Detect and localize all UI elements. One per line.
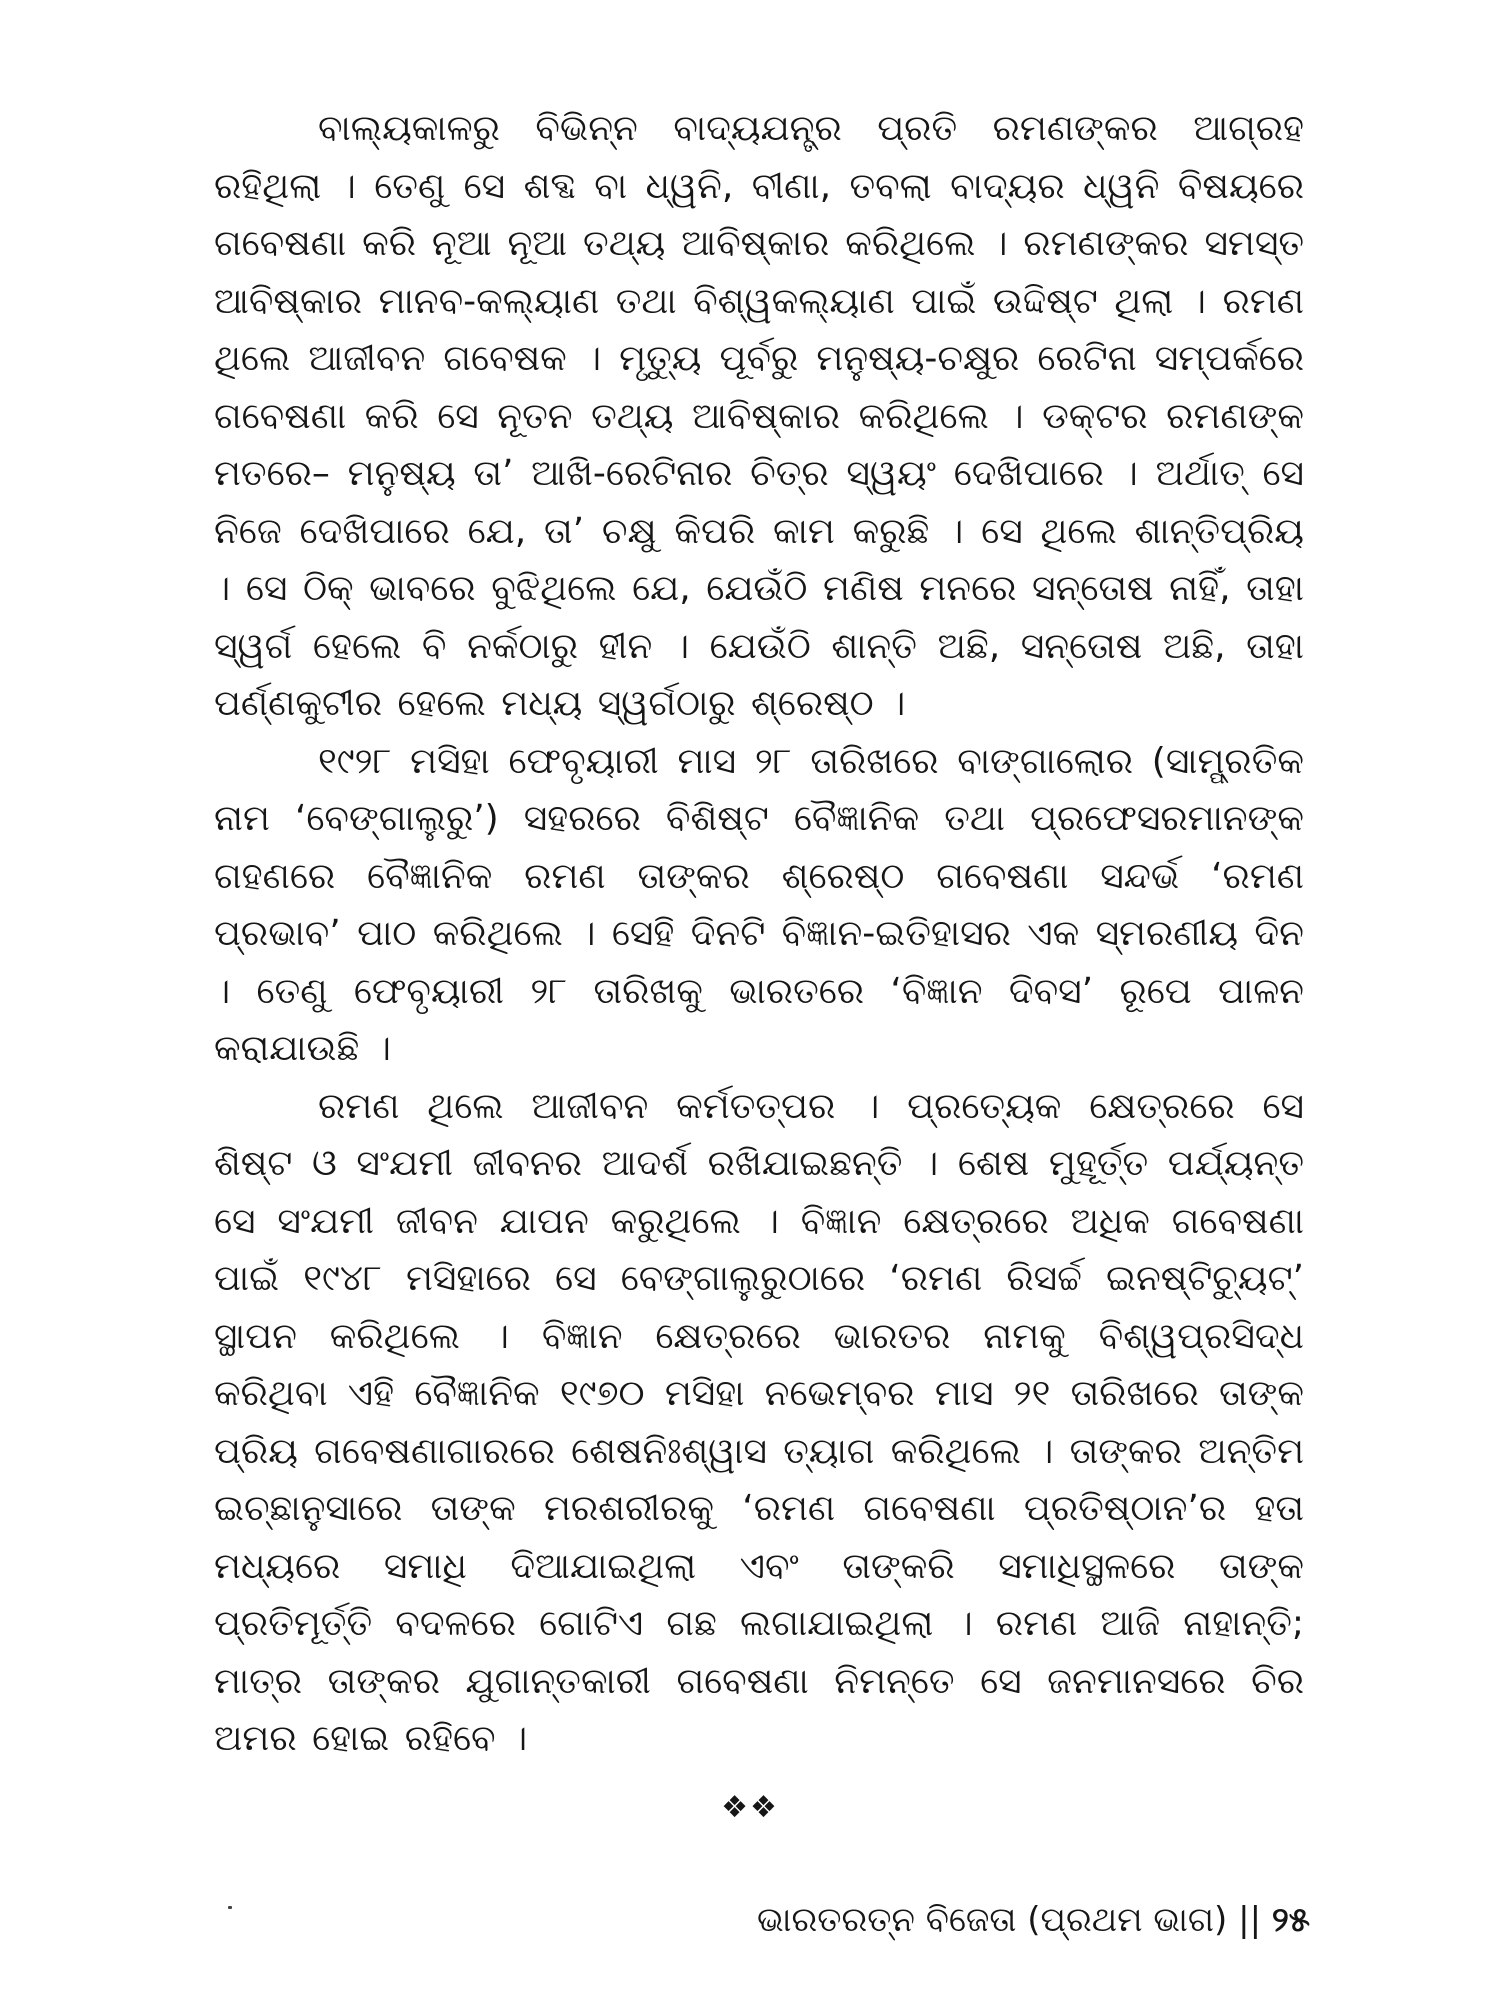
page-number: ୨୫ xyxy=(1271,1900,1310,1940)
page-footer xyxy=(757,1900,1310,1940)
footer-divider: || xyxy=(1238,1900,1262,1940)
scan-speck xyxy=(228,1906,232,1909)
paragraph-3: ରମଣ ଥିଲେ ଆଜୀବନ କର୍ମତତ୍ପର । ପ୍ରତ୍ୟେକ କ୍ଷେତ୍ରରେ ସେ ଶିଷ୍ଟ ଓ ସଂଯମୀ ଜୀବନର ଆଦର୍ଶ ରଖିଯାଇଛନ୍ତି । ଶେଷ ମୁହୂର୍ତ୍ତ ପର୍ଯ୍ୟନ୍ତ ସେ ସଂଯମୀ ଜୀବନ ଯାପନ କରୁଥିଲେ । ବିଜ୍ଞାନ କ୍ଷେତ୍ରରେ ଅଧିକ ଗବେଷଣା ପାଇଁ ୧୯୪୮ ମସିହାରେ ସେ ବେଙ୍ଗାଲୁରୁଠାରେ ‘ରମଣ ରିସର୍ଚ୍ଚ ଇନଷ୍ଟିଚ୍ୟୁଟ୍’ ସ୍ଥାପନ କରିଥିଲେ । ବିଜ୍ଞାନ କ୍ଷେତ୍ରରେ ଭାରତର ନାମକୁ ବିଶ୍ୱପ୍ରସିଦ୍ଧ କରିଥିବା ଏହି ବୈଜ୍ଞାନିକ ୧୯୭୦ ମସିହା ନଭେମ୍ବର ମାସ ୨୧ ତାରିଖରେ ତାଙ୍କ ପ୍ରିୟ ଗବେଷଣାଗାରରେ ଶେଷନିଃଶ୍ୱାସ ତ୍ୟାଗ କରିଥିଲେ । ତାଙ୍କର ଅନ୍ତିମ ଇଚ୍ଛାନୁସାରେ ତାଙ୍କ ମରଶରୀରକୁ ‘ରମଣ ଗବେଷଣା ପ୍ରତିଷ୍ଠାନ’ର ହତା ମଧ୍ୟରେ ସମାଧି ଦିଆଯାଇଥିଲା ଏବଂ ତାଙ୍କରି ସମାଧିସ୍ଥଳରେ ତାଙ୍କ ପ୍ରତିମୂର୍ତ୍ତି ବଦଳରେ ଗୋଟିଏ ଗଛ ଲଗାଯାଇଥିଲା । ରମଣ ଆଜି ନାହାନ୍ତି; ମାତ୍ର ତାଙ୍କର ଯୁଗାନ୍ତକାରୀ ଗବେଷଣା ନିମନ୍ତେ ସେ ଜନମାନସରେ ଚିର ଅମର ହୋଇ ରହିବେ । xyxy=(214,1085,1304,1759)
paragraph-2: ୧୯୨୮ ମସିହା ଫେବୃୟାରୀ ମାସ ୨୮ ତାରିଖରେ ବାଙ୍ଗାଲୋର (ସାମ୍ପ୍ରତିକ ନାମ ‘ବେଙ୍ଗାଲୁରୁ’) ସହରରେ ବିଶିଷ୍ଟ ବୈଜ୍ଞାନିକ ତଥା ପ୍ରଫେସରମାନଙ୍କ ଗହଣରେ ବୈଜ୍ଞାନିକ ରମଣ ତାଙ୍କର ଶ୍ରେଷ୍ଠ ଗବେଷଣା ସନ୍ଦର୍ଭ ‘ରମଣ ପ୍ରଭାବ’ ପାଠ କରିଥିଲେ । ସେହି ଦିନଟି ବିଜ୍ଞାନ-ଇତିହାସର ଏକ ସ୍ମରଣୀୟ ଦିନ । ତେଣୁ ଫେବୃୟାରୀ ୨୮ ତାରିଖକୁ ଭାରତରେ ‘ବିଜ୍ଞାନ ଦିବସ’ ରୂପେ ପାଳନ କରାଯାଉଛି । xyxy=(214,740,1304,1069)
footer-book-title: ଭାରତରତ୍ନ ବିଜେତା (ପ୍ରଥମ ଭାଗ) xyxy=(756,1900,1228,1940)
body-text xyxy=(214,100,1304,1768)
paragraph-1: ବାଲ୍ୟକାଳରୁ ବିଭିନ୍ନ ବାଦ୍ୟଯନ୍ତ୍ର ପ୍ରତି ରମଣଙ୍କର ଆଗ୍ରହ ରହିଥିଲା । ତେଣୁ ସେ ଶବ୍ଦ ବା ଧ୍ୱନି, ବୀଣା, ତବଲା ବାଦ୍ୟର ଧ୍ୱନି ବିଷୟରେ ଗବେଷଣା କରି ନୂଆ ନୂଆ ତଥ୍ୟ ଆବିଷ୍କାର କରିଥିଲେ । ରମଣଙ୍କର ସମସ୍ତ ଆବିଷ୍କାର ମାନବ-କଲ୍ୟାଣ ତଥା ବିଶ୍ୱକଲ୍ୟାଣ ପାଇଁ ଉଦ୍ଦିଷ୍ଟ ଥିଲା । ରମଣ ଥିଲେ ଆଜୀବନ ଗବେଷକ । ମୃତ୍ୟୁ ପୂର୍ବରୁ ମନୁଷ୍ୟ-ଚକ୍ଷୁର ରେଟିନା ସମ୍ପର୍କରେ ଗବେଷଣା କରି ସେ ନୂତନ ତଥ୍ୟ ଆବିଷ୍କାର କରିଥିଲେ । ଡକ୍ଟର ରମଣଙ୍କ ମତରେ– ମନୁଷ୍ୟ ତା’ ଆଖି-ରେଟିନାର ଚିତ୍ର ସ୍ୱୟଂ ଦେଖିପାରେ । ଅର୍ଥାତ୍ ସେ ନିଜେ ଦେଖିପାରେ ଯେ, ତା’ ଚକ୍ଷୁ କିପରି କାମ କରୁଛି । ସେ ଥିଲେ ଶାନ୍ତିପ୍ରିୟ । ସେ ଠିକ୍ ଭାବରେ ବୁଝିଥିଲେ ଯେ, ଯେଉଁଠି ମଣିଷ ମନରେ ସନ୍ତୋଷ ନାହିଁ, ତାହା ସ୍ୱର୍ଗ ହେଲେ ବି ନର୍କଠାରୁ ହୀନ । ଯେଉଁଠି ଶାନ୍ତି ଅଛି, ସନ୍ତୋଷ ଅଛି, ତାହା ପର୍ଣ୍ଣକୁଟୀର ହେଲେ ମଧ୍ୟ ସ୍ୱର୍ଗଠାରୁ ଶ୍ରେଷ୍ଠ । xyxy=(214,108,1304,724)
section-separator: ❖❖ xyxy=(721,1790,779,1825)
